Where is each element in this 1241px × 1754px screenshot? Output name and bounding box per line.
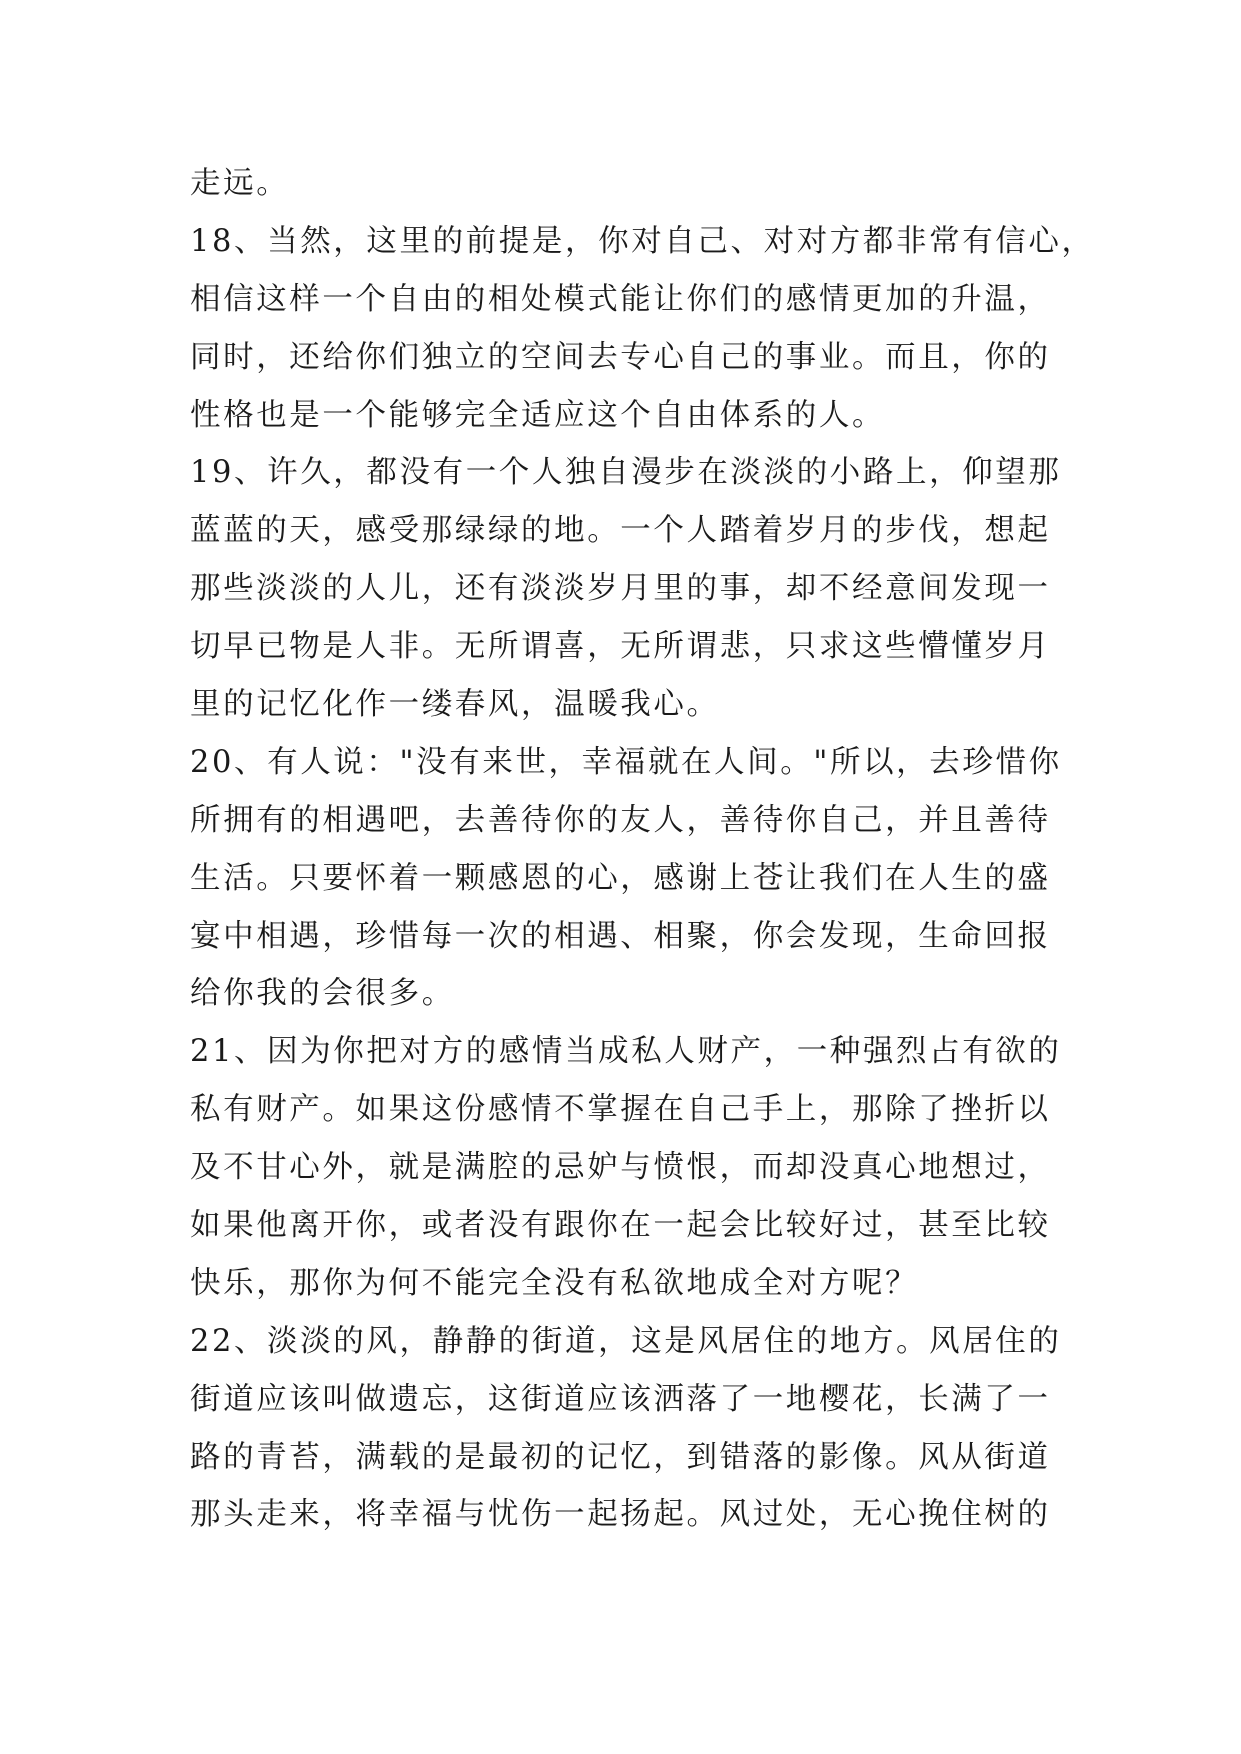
text-line: 里的记忆化作一缕春风，温暖我心。 [190,687,720,723]
text-line: 快乐，那你为何不能完全没有私欲地成全对方呢？ [190,1265,919,1301]
text-line: 所拥有的相遇吧，去善待你的友人，善待你自己，并且善待 [190,802,1051,838]
text-line: 19、许久，都没有一个人独自漫步在淡淡的小路上，仰望那 [190,455,1062,491]
text-line: 21、因为你把对方的感情当成私人财产，一种强烈占有欲的 [190,1034,1062,1070]
text-line: 18、当然，这里的前提是，你对自己、对对方都非常有信心， [190,223,1095,259]
text-line: 同时，还给你们独立的空间去专心自己的事业。而且，你的 [190,339,1051,375]
text-line: 生活。只要怀着一颗感恩的心，感谢上苍让我们在人生的盛 [190,860,1051,896]
body-text [190,155,1095,1544]
text-line: 性格也是一个能够完全适应这个自由体系的人。 [190,397,886,433]
text-line: 走远。 [190,166,290,201]
text-line: 那些淡淡的人儿，还有淡淡岁月里的事，却不经意间发现一 [190,571,1051,607]
text-line: 路的青苔，满载的是最初的记忆，到错落的影像。风从街道 [190,1439,1051,1475]
text-line: 22、淡淡的风，静静的街道，这是风居住的地方。风居住的 [190,1323,1062,1359]
text-line: 如果他离开你，或者没有跟你在一起会比较好过，甚至比较 [190,1208,1051,1244]
text-line: 切早已物是人非。无所谓喜，无所谓悲，只求这些懵懂岁月 [190,629,1051,665]
text-line: 20、有人说："没有来世，幸福就在人间。"所以，去珍惜你 [190,744,1062,780]
text-line: 相信这样一个自由的相处模式能让你们的感情更加的升温， [190,281,1051,317]
text-line: 私有财产。如果这份感情不掌握在自己手上，那除了挫折以 [190,1092,1051,1128]
text-line: 那头走来，将幸福与忧伤一起扬起。风过处，无心挽住树的 [190,1497,1051,1533]
text-line: 蓝蓝的天，感受那绿绿的地。一个人踏着岁月的步伐，想起 [190,513,1051,549]
text-line: 给你我的会很多。 [190,976,455,1012]
text-line: 宴中相遇，珍惜每一次的相遇、相聚，你会发现，生命回报 [190,918,1051,954]
text-line: 及不甘心外，就是满腔的忌妒与愤恨，而却没真心地想过， [190,1150,1051,1186]
text-line: 街道应该叫做遗忘，这街道应该洒落了一地樱花，长满了一 [190,1381,1051,1417]
